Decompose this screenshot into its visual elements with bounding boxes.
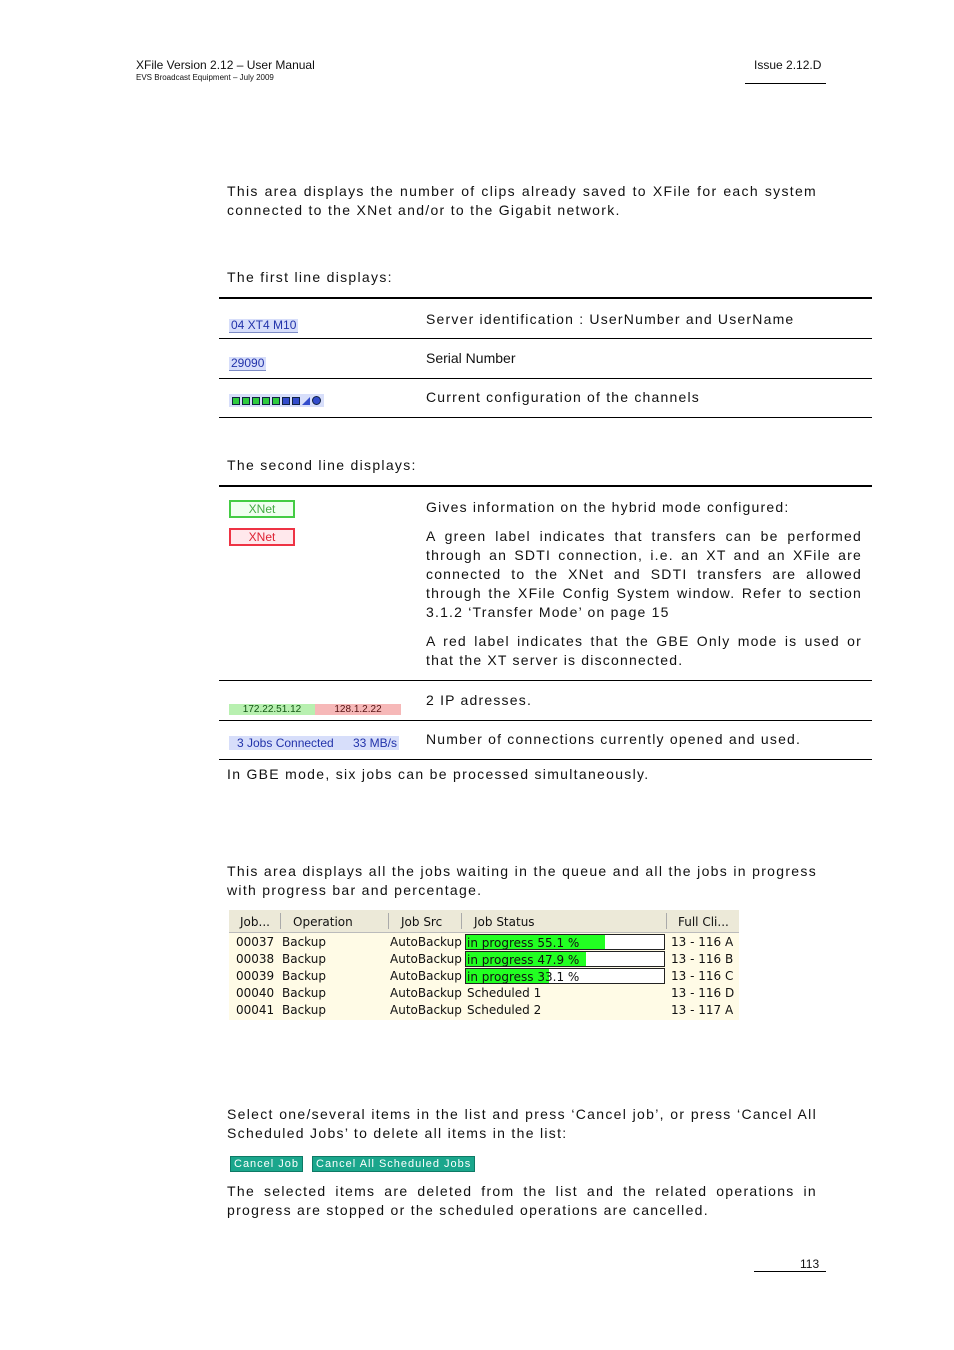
job-status: in progress 47.9 %	[467, 953, 580, 967]
job-grid-header	[229, 910, 739, 933]
ip-red: 128.1.2.22	[315, 704, 401, 715]
server-id-chip: 04 XT4 M10	[231, 318, 297, 332]
job-id: 00039	[236, 969, 275, 983]
col-job-status[interactable]: Job Status	[474, 915, 535, 929]
job-full-clip: 13 - 116 B	[671, 952, 734, 966]
serial-desc: Serial Number	[426, 349, 516, 366]
channel-config-icon	[229, 394, 324, 407]
job-source: AutoBackup	[390, 1003, 462, 1017]
job-source: AutoBackup	[390, 952, 462, 966]
table-row	[219, 720, 872, 759]
job-status: in progress 55.1 %	[467, 936, 580, 950]
job-grid[interactable]	[229, 910, 739, 1020]
second-line-label: The second line displays:	[227, 457, 417, 473]
job-status: Scheduled 1	[467, 986, 542, 1000]
job-source: AutoBackup	[390, 969, 462, 983]
job-status: Scheduled 2	[467, 1003, 542, 1017]
table-row[interactable]	[229, 1002, 739, 1019]
col-job[interactable]: Job...	[240, 915, 270, 929]
channel-config-desc: Current configuration of the channels	[426, 388, 700, 405]
cancel-paragraph: Select one/several items in the list and press ‘Cancel job’, or press ‘Cancel All Scheduled Jobs’ to delete all items in the list:	[227, 1106, 817, 1141]
job-id: 00040	[236, 986, 275, 1000]
table-row[interactable]	[229, 934, 739, 951]
jobs-connected: 3 Jobs Connected	[237, 735, 334, 750]
table-row	[219, 680, 872, 720]
cancel-job-button[interactable]: Cancel Job	[230, 1156, 303, 1172]
col-operation[interactable]: Operation	[293, 915, 353, 929]
red-label-text: A red label indicates that the GBE Only mode is used or that the XT server is disconnected.	[426, 633, 862, 668]
progress-bar	[465, 934, 665, 950]
green-label-text: A green label indicates that transfers can be performed through an SDTI connection, i.e. an XT and an XFile are connected to the XNet and SDTI transfers are allowed through the XFile Config System window. Refer to section 3.1.2 ‘Transfer Mode’ on page 15	[426, 528, 862, 620]
job-operation: Backup	[282, 952, 326, 966]
job-operation: Backup	[282, 1003, 326, 1017]
final-paragraph: The selected items are deleted from the list and the related operations in progress are stopped or the scheduled operations are cancelled.	[227, 1183, 817, 1218]
table-row	[219, 486, 872, 680]
table-row	[219, 378, 872, 417]
col-full-clip[interactable]: Full Cli...	[678, 915, 729, 929]
job-id: 00038	[236, 952, 275, 966]
table-row[interactable]	[229, 951, 739, 968]
ip-green: 172.22.51.12	[229, 704, 315, 715]
speed: 33 MB/s	[353, 735, 398, 750]
job-id: 00041	[236, 1003, 275, 1017]
header-title: XFile Version 2.12 – User Manual	[136, 58, 315, 72]
server-id-desc: Server identification : UserNumber and UserName	[426, 311, 795, 327]
table-row	[219, 338, 872, 378]
job-id: 00037	[236, 935, 275, 949]
gbe-note: In GBE mode, six jobs can be processed simultaneously.	[227, 766, 650, 782]
conn-desc: Number of connections currently opened and used.	[426, 730, 802, 747]
job-full-clip: 13 - 116 D	[671, 986, 735, 1000]
table-row[interactable]	[229, 985, 739, 1002]
xnet-red-label: XNet	[229, 528, 295, 546]
header-issue: Issue 2.12.D	[754, 58, 822, 72]
table-row	[219, 298, 872, 338]
first-line-table	[219, 297, 872, 418]
cancel-all-scheduled-button[interactable]: Cancel All Scheduled Jobs	[312, 1156, 475, 1172]
job-full-clip: 13 - 116 A	[671, 935, 734, 949]
serial-chip: 29090	[231, 355, 265, 370]
second-line-table	[219, 485, 872, 760]
jobs-connected-chip	[229, 736, 399, 750]
queue-paragraph: This area displays all the jobs waiting in the queue and all the jobs in progress with progress bar and percentage.	[227, 863, 817, 898]
job-source: AutoBackup	[390, 935, 462, 949]
progress-bar	[465, 968, 665, 984]
job-operation: Backup	[282, 935, 326, 949]
hybrid-title: Gives information on the hybrid mode configured:	[426, 499, 790, 515]
xnet-green-label: XNet	[229, 500, 295, 518]
job-status: in progress 33.1 %	[467, 970, 580, 984]
first-line-label: The first line displays:	[227, 269, 393, 285]
header-divider	[745, 83, 826, 84]
table-row[interactable]	[229, 968, 739, 985]
job-source: AutoBackup	[390, 986, 462, 1000]
job-full-clip: 13 - 117 A	[671, 1003, 734, 1017]
job-operation: Backup	[282, 986, 326, 1000]
footer-divider	[754, 1271, 826, 1272]
intro-paragraph: This area displays the number of clips already saved to XFile for each system connected to the XNet and/or to the Gigabit network.	[227, 183, 817, 218]
job-full-clip: 13 - 116 C	[671, 969, 734, 983]
progress-bar	[465, 951, 665, 967]
col-job-src[interactable]: Job Src	[401, 915, 443, 929]
job-operation: Backup	[282, 969, 326, 983]
header-subtitle: EVS Broadcast Equipment – July 2009	[136, 73, 274, 82]
ip-desc: 2 IP adresses.	[426, 691, 533, 708]
page-number: 113	[800, 1257, 820, 1271]
